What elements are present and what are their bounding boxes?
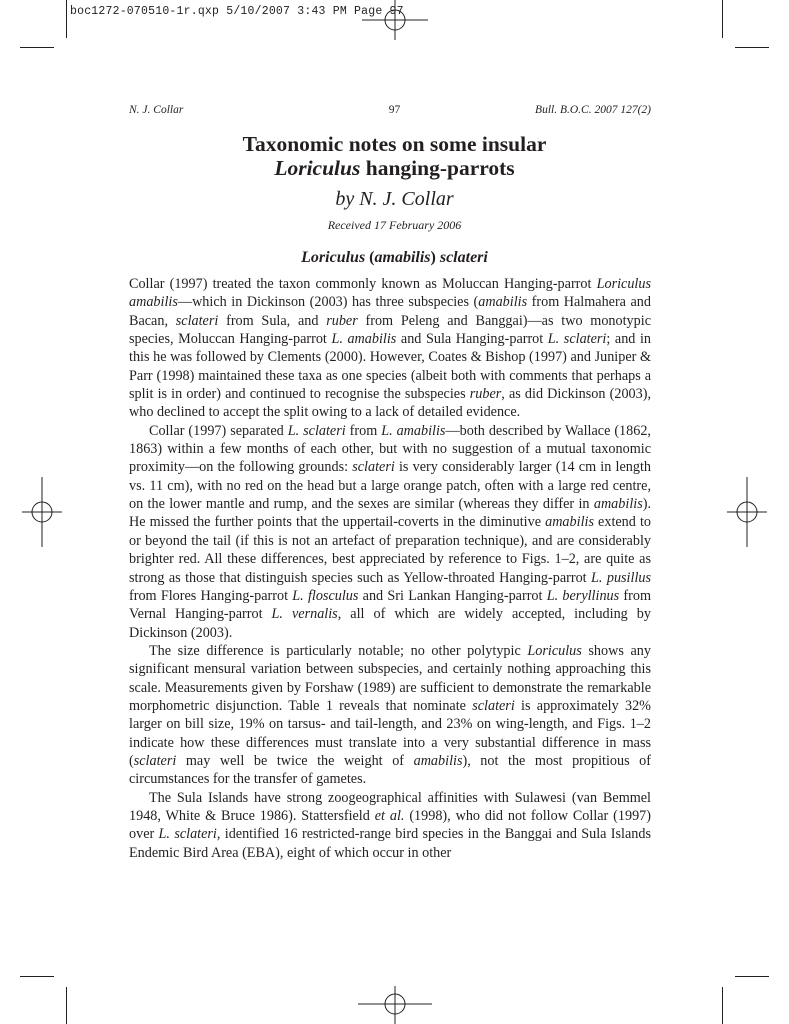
section-subspecies: sclateri <box>439 249 488 266</box>
text-run: from Vernal Hanging-parrot <box>129 587 651 623</box>
title-line-2-rest: hanging-parrots <box>360 156 515 180</box>
italic-term: ruber <box>469 386 502 403</box>
italic-term: sclateri <box>175 312 219 329</box>
running-head-journal: Bull. B.O.C. 2007 127(2) <box>535 104 651 116</box>
article-title <box>0 132 789 180</box>
text-run: The Sula Islands have strong zoogeographical affinities with Sulawesi (van Bemmel 1948, White & Bruce 1986). Stattersfield <box>129 789 651 824</box>
text-run: The size difference is particularly notable; no other polytypic <box>149 642 528 659</box>
text-run: ), not the most propitious of circumstances for the transfer of gametes. <box>129 752 652 788</box>
italic-term: Loriculus <box>527 642 582 659</box>
section-close-paren: ) <box>430 249 440 266</box>
text-run: may well be twice the weight of <box>176 752 414 769</box>
italic-term: L. sclateri <box>287 422 346 439</box>
section-open-paren: ( <box>365 249 375 266</box>
italic-term: L. vernalis <box>271 606 338 623</box>
registration-mark-left-icon <box>22 477 62 547</box>
italic-term: amabilis <box>478 294 528 311</box>
text-run: Collar (1997) treated the taxon commonly known as Moluccan Hanging-parrot <box>129 276 597 292</box>
text-run: , as did Dickinson (2003), who declined to accept the split owing to a lack of detailed evidence. <box>129 386 651 421</box>
registration-mark-bottom-icon <box>358 986 432 1024</box>
title-genus: Loriculus <box>274 156 361 180</box>
title-line-2 <box>0 156 789 180</box>
italic-term: amabilis <box>413 752 463 769</box>
body-paragraph <box>129 275 651 422</box>
text-run: from Sula, and <box>218 312 327 329</box>
text-run: from Peleng and Banggai)—as two monotypic species, Moluccan Hanging-parrot <box>129 312 651 348</box>
text-run: , identified 16 restricted-range bird species in the Banggai and Sula Islands Endemic Bird Area (EBA), eight of which occur in other <box>129 826 651 861</box>
italic-term: amabilis <box>545 514 594 531</box>
page-number: 97 <box>388 104 401 116</box>
title-line-1: Taxonomic notes on some insular <box>242 132 547 156</box>
text-run: from Halmahera and Bacan, <box>129 294 651 329</box>
body-paragraph <box>129 422 651 642</box>
section-genus: Loriculus <box>301 249 366 266</box>
text-run: and Sri Lankan Hanging-parrot <box>358 587 547 604</box>
text-run: is very considerably larger (14 cm in length vs. 11 cm), with no red on the head but a large orange patch, often with a large red centre, on the lower mantle and rump, and the sexes are similar (whereas they differ in <box>129 459 651 513</box>
running-head-author: N. J. Collar <box>129 104 184 116</box>
text-run: —both described by Wallace (1862, 1863) within a few months of each other, but with no suggestion of a mutual taxonomic proximity—on the following grounds: <box>129 422 651 476</box>
italic-term: L. flosculus <box>292 587 359 604</box>
crop-mark-top-left-vertical <box>66 0 67 38</box>
crop-mark-bottom-right-horizontal <box>735 976 769 977</box>
text-run: Collar (1997) separated <box>149 422 288 439</box>
body-paragraph <box>129 789 651 862</box>
text-run: ). He missed the further points that the uppertail-coverts in the diminutive <box>129 496 651 531</box>
text-run: shows any significant mensural variation between subspecies, and certainly nothing approaching this scale. Measurements given by Forshaw (1989) are sufficient to demonstrate the remarkable morphometric disjunction. Table 1 reveals that nominate <box>129 642 651 714</box>
text-run: from <box>345 422 382 439</box>
italic-term: amabilis <box>593 496 643 513</box>
article-body <box>129 275 651 862</box>
text-run: from Flores Hanging-parrot <box>129 587 293 604</box>
crop-mark-bottom-left-horizontal <box>20 976 54 977</box>
received-date: Received 17 February 2006 <box>327 218 462 232</box>
italic-term: et al. <box>374 807 405 824</box>
italic-term: L. pusillus <box>591 569 651 586</box>
italic-term: L. beryllinus <box>546 587 620 604</box>
crop-mark-bottom-left-vertical <box>66 987 67 1024</box>
registration-mark-top-icon <box>362 0 428 40</box>
section-species: amabilis <box>374 249 431 266</box>
italic-term: ruber <box>326 312 358 329</box>
section-heading <box>0 249 789 267</box>
text-run: , all of which are widely accepted, including by Dickinson (2003). <box>129 606 651 641</box>
text-run: extend to or beyond the tail (if this is not an artefact of preparation technique), and are considerably brighter red. All these differences, best appreciated by reference to Figs. 1–2, are quite as strong as those that distinguish species such as Yellow-throated Hanging-parrot <box>129 514 651 586</box>
italic-term: sclateri <box>472 697 515 714</box>
italic-term: L. sclateri <box>547 331 607 348</box>
text-run: —which in Dickinson (2003) has three subspecies ( <box>177 294 479 311</box>
text-run: (1998), who did not follow Collar (1997) over <box>129 807 651 843</box>
italic-term: L. amabilis <box>381 422 446 439</box>
text-run: ; and in this he was followed by Clements (2000). However, Coates & Bishop (1997) and Juniper & Parr (1998) maintained these taxa as one species (albeit both with comments that perhaps a split is in order) and continued to recognise the subspecies <box>129 331 651 403</box>
crop-mark-top-right-horizontal <box>735 47 769 48</box>
crop-mark-bottom-right-vertical <box>722 987 723 1024</box>
italic-term: sclateri <box>133 752 177 769</box>
registration-mark-right-icon <box>727 477 767 547</box>
body-paragraph <box>129 642 651 789</box>
italic-term: sclateri <box>352 459 395 476</box>
text-run: is approximately 32% larger on bill size, 19% on tarsus- and tail-length, and 23% on wing-length, and Figs. 1–2 indicate how these differences must translate into a very substantial difference in mass ( <box>129 697 651 769</box>
crop-mark-top-left-horizontal <box>20 47 54 48</box>
printer-slug: boc1272-070510-1r.qxp 5/10/2007 3:43 PM Page 97 <box>70 5 404 18</box>
italic-term: L. sclateri <box>158 826 217 843</box>
italic-term: L. amabilis <box>331 331 397 348</box>
text-run: and Sula Hanging-parrot <box>396 331 548 348</box>
italic-term: Loriculus amabilis <box>129 276 651 311</box>
crop-mark-top-right-vertical <box>722 0 723 38</box>
byline: by N. J. Collar <box>335 188 454 210</box>
